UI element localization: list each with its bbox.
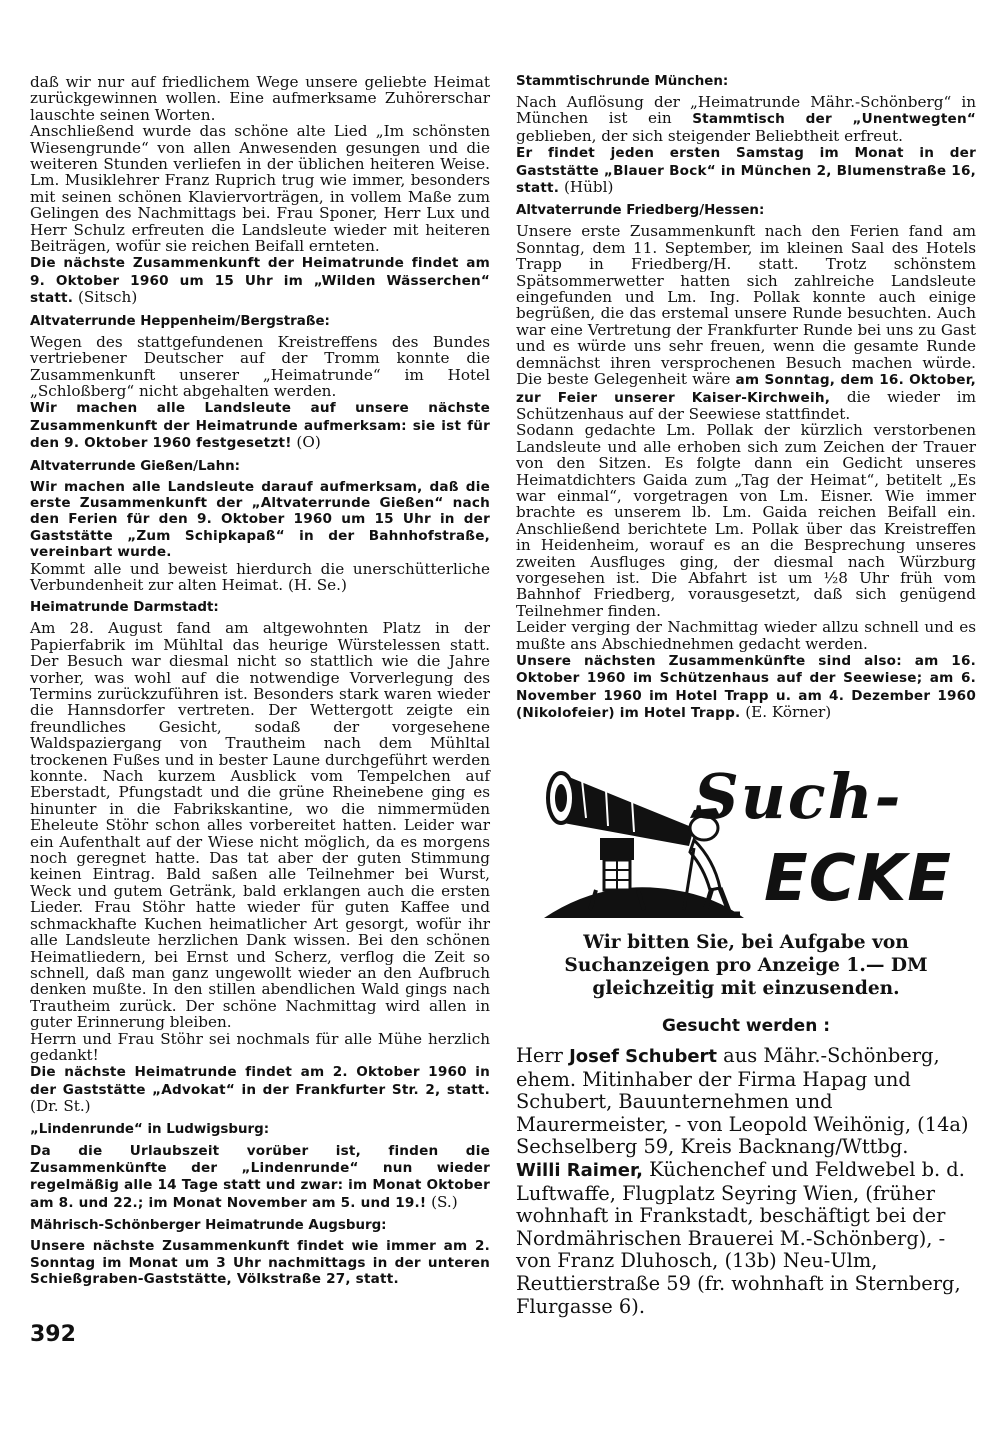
muenchen-text xyxy=(516,94,976,144)
friedberg-bold: Unsere nächsten Zusammenkünfte sind also: am 16. Oktober 1960 im Schützenhaus auf der Seewiese; am 6. November 1960 im Hotel Trapp u. am 4. Dezember 1960 (Nikolofeier) im Hotel Trapp. xyxy=(516,653,976,722)
right-column xyxy=(516,74,976,722)
entry-schubert-name: Josef Schubert xyxy=(569,1046,718,1067)
friedberg-sign: (E. Körner) xyxy=(740,703,832,722)
friedberg-announcement xyxy=(516,652,976,722)
heading-augsburg: Mährisch-Schönberger Heimatrunde Augsburg: xyxy=(30,1218,387,1234)
heading-ludwigsburg: „Lindenrunde“ in Ludwigsburg: xyxy=(30,1121,270,1137)
such-ecke-illustration xyxy=(544,760,964,920)
entry-raimer-text: Küchenchef und Feldwebel b. d. Luftwaffe, Flugplatz Seyring Wien, (früher wohnhaft in Frankstadt, beschäftigt bei der Nordmährischen Brauerei M.-Schönberg), - von Franz Dluhosch, (13b) Neu-Ulm, Reuttierstraße 59 (fr. wohnhaft in Sternberg, Flurgasse 6). xyxy=(516,1157,965,1318)
entry-schubert xyxy=(516,1045,980,1159)
heading-darmstadt: Heimatrunde Darmstadt: xyxy=(30,600,219,616)
darmstadt-text: Am 28. August fand am altgewohnten Platz in der Papierfabrik im Mühltal das heurige Würstelessen statt. Der Besuch war diesmal nicht so stattlich wie die Jahre vorher, was wohl auf die notwendige Vorverlegung des Termins zurückzuführen ist. Besonders stark waren wieder die Hannsdorfer vertreten. Der Wettergott zeigte ein freundliches Gesicht, sodaß der vorgesehene Waldspaziergang von Trautheim nach dem Mühltal trockenen Fußes und in bester Laune durchgeführt werden konnte. Nach kurzem Ausblick vom Tempelchen auf Eberstadt, Pfungstadt und die grüne Rheinebene ging es hinunter in die Fabrikskantine, wo die nimmermüden Eheleute Stöhr schon alles vorbereitet hatten. Leider war ein Aufenthalt auf der Wiese nicht möglich, da es morgens noch geregnet hatte. Das tat aber der guten Stimmung keinen Eintrag. Bald saßen alle Teilnehmer bei Wurst, Weck und gutem Getränk, bald erklangen auch die ersten Lieder. Frau Stöhr hatte wieder für guten Kaffee und schmackhafte Kuchen heimatlicher Art gesorgt, wofür ihr alle Landsleute herzlichen Dank wissen. Bei den schönen Heimatliedern, bei Ernst und Scherz, verflog die Zeit so schnell, daß man ganz ungewollt wieder an den Aufbruch denken mußte. In den stillen abendlichen Wald gings nach Trautheim zurück. Der schöne Nachmittag wird allen in guter Erinnerung bleiben. xyxy=(30,619,490,1032)
muenchen-bold: Er findet jeden ersten Samstag im Monat in der Gaststätte „Blauer Bock“ in München 2, Blumenstraße 16, statt. xyxy=(516,145,976,197)
augsburg-bold: Unsere nächste Zusammenkunft findet wie immer am 2. Sonntag im Monat um 3 Uhr nachmittags in der unteren Schießgraben-Gaststätte, Völkstraße 27, statt. xyxy=(30,1238,490,1287)
muenchen-text-b: geblieben, der sich steigender Beliebtheit erfreut. xyxy=(516,126,903,145)
heading-heppenheim: Altvaterrunde Heppenheim/Bergstraße: xyxy=(30,313,330,329)
heppenheim-text: Wegen des stattgefundenen Kreistreffens des Bundes vertriebener Deutscher auf der Tromm konnte die Zusammenkunft unserer „Heimatrunde“ im Hotel „Schloßberg“ nicht abgehalten werden. xyxy=(30,332,490,400)
intro-sign: (Sitsch) xyxy=(73,288,138,307)
giessen-text: Kommt alle und beweist hierdurch die unerschütterliche Verbundenheit zur alten Heimat. (H. Se.) xyxy=(30,559,490,594)
friedberg-text-a: Unsere erste Zusammenkunft nach den Ferien fand am Sonntag, dem 11. September, im kleinen Saal des Hotels Trapp in Friedberg/H. statt. Trotz schönstem Spätsommerwetter hatten sich zahlreiche Landsleute eingefunden und Lm. Ing. Pollak konnte auch einige begrüßen, die das erstemal unsere Runde besuchten. Auch war eine Vertretung der Frankfurter Runde bei uns zu Gast und es würde uns sehr freuen, wenn die gesamte Runde demnächst ihren versprochenen Besuch machen würde. Die beste Gelegenheit wäre xyxy=(516,222,976,389)
heppenheim-bold: Wir machen alle Landsleute auf unsere nächste Zusammenkunft der Heimatrunde aufmerksam: sie ist für den 9. Oktober 1960 festgesetzt! xyxy=(30,400,490,452)
hill-shape xyxy=(544,887,744,918)
friedberg-text-3: Sodann gedachte Lm. Pollak der kürzlich verstorbenen Landsleute und alle erhoben sich zum Zeichen der Trauer von den Sitzen. Es folgte dann ein Gedicht unseres Heimatdichters Gaida zum „Tag der Heimat“, betitelt „Es war einmal“, vorgetragen von Lm. Eisner. Wie immer brachte es unserem lb. Lm. Gaida reichen Beifall ein. Anschließend berichtete Lm. Pollak über das Kreistreffen in Heidenheim, worauf es an die Besprechung unseres zweiten Ausfluges ging, der diesmal nach Würzburg vorgesehen ist. Die Abfahrt ist um ½8 Uhr früh vom Bahnhof Friedberg, vorausgesetzt, daß sich genügend Teilnehmer finden. xyxy=(516,421,976,620)
intro-paragraph-2: Anschließend wurde das schöne alte Lied „Im schönsten Wiesengrunde“ von allen Anwesenden gesungen und die weiteren Stunden verliefen in der üblichen heiteren Weise. Lm. Musiklehrer Franz Ruprich trug wie immer, besonders mit seinen schönen Klaviervorträgen, in vollem Maße zum Gelingen des Nachmittags bei. Frau Sponer, Herr Lux und Herr Schulz erfreuten die Landsleute wieder mit heiteren Beiträgen, wofür sie reichen Beifall ernteten. xyxy=(30,122,490,256)
darmstadt-sign: (Dr. St.) xyxy=(30,1097,91,1116)
ludwigsburg-announcement xyxy=(30,1142,490,1212)
heading-muenchen: Stammtischrunde München: xyxy=(516,74,729,89)
muenchen-sign: (Hübl) xyxy=(559,178,614,197)
left-column xyxy=(30,74,490,1287)
heading-giessen: Altvaterrunde Gießen/Lahn: xyxy=(30,458,240,474)
heppenheim-announcement xyxy=(30,399,490,451)
intro-paragraph: daß wir nur auf friedlichem Wege unsere geliebte Heimat zurückgewinnen wollen. Eine aufmerksame Zuhörerschar lauschte seinen Worten. xyxy=(30,73,490,124)
intro-announcement xyxy=(30,254,490,306)
entry-raimer xyxy=(516,1159,980,1318)
search-entries xyxy=(516,1045,980,1318)
ludwigsburg-sign: (S.) xyxy=(426,1192,458,1211)
page-number: 392 xyxy=(30,1322,76,1347)
entry-raimer-name: Willi Raimer, xyxy=(516,1159,644,1181)
darmstadt-announcement xyxy=(30,1063,490,1114)
friedberg-text-4: Leider verging der Nachmittag wieder allzu schnell und es mußte ans Abschiednehmen gedacht werden. xyxy=(516,618,976,653)
muenchen-bold-inline: Stammtisch der „Unentwegten“ xyxy=(692,111,976,128)
muenchen-text-a: Nach Auflösung der „Heimatrunde Mähr.-Schönberg“ in München ist ein xyxy=(516,93,976,128)
intro-bold: Die nächste Zusammenkunft der Heimatrunde findet am 9. Oktober 1960 um 15 Uhr im „Wilden Wässerchen“ statt. xyxy=(30,255,490,307)
darmstadt-text-2: Herrn und Frau Stöhr sei nochmals für alle Mühe herzlich gedankt! xyxy=(30,1029,490,1064)
heppenheim-sign: (O) xyxy=(291,433,321,452)
ludwigsburg-bold: Da die Urlaubszeit vorüber ist, finden die Zusammenkünfte der „Lindenrunde“ nun wieder regelmäßig alle 14 Tage statt und zwar: im Monat Oktober am 8. und 22.; im Monat November am 5. und 19.! xyxy=(30,1142,490,1211)
giessen-bold: Wir machen alle Landsleute darauf aufmerksam, daß die erste Zusammenkunft der „Altvaterrunde Gießen“ nach den Ferien für den 9. Oktober 1960 um 15 Uhr in der Gaststätte „Zum Schipkapaß“ in der Bahnhofstraße, vereinbart wurde. xyxy=(30,478,490,561)
ad-block-word: ECKE xyxy=(764,842,952,916)
entry-schubert-text: aus Mähr.-Schönberg, ehem. Mitinhaber der Firma Hapag und Schubert, Bauunternehmen und Maurermeister, - von Leopold Weihönig, (14a) Sechselberg 59, Kreis Backnang/Wttbg. xyxy=(516,1044,969,1159)
telescope-icon xyxy=(548,773,694,910)
darmstadt-bold: Die nächste Heimatrunde findet am 2. Oktober 1960 in der Gaststätte „Advokat“ in der Frankfurter Str. 2, statt. xyxy=(30,1064,490,1098)
friedberg-text xyxy=(516,223,976,422)
gesucht-heading: Gesucht werden : xyxy=(661,1016,831,1036)
heading-friedberg: Altvaterrunde Friedberg/Hessen: xyxy=(516,203,765,219)
friedberg-text-b: die wieder im Schützenhaus auf der Seewiese stattfindet. xyxy=(516,387,976,423)
muenchen-announcement xyxy=(516,144,976,196)
suchanzeigen-note: Wir bitten Sie, bei Aufgabe von Suchanzeigen pro Anzeige 1.— DM gleichzeitig mit einzusenden. xyxy=(564,932,928,999)
ad-script-word: Such- xyxy=(694,760,903,833)
friedberg-bold-inline: am Sonntag, dem 16. Oktober, zur Feier unserer Kaiser-Kirchweih, xyxy=(516,372,977,406)
entry-schubert-pre: Herr xyxy=(516,1044,570,1067)
